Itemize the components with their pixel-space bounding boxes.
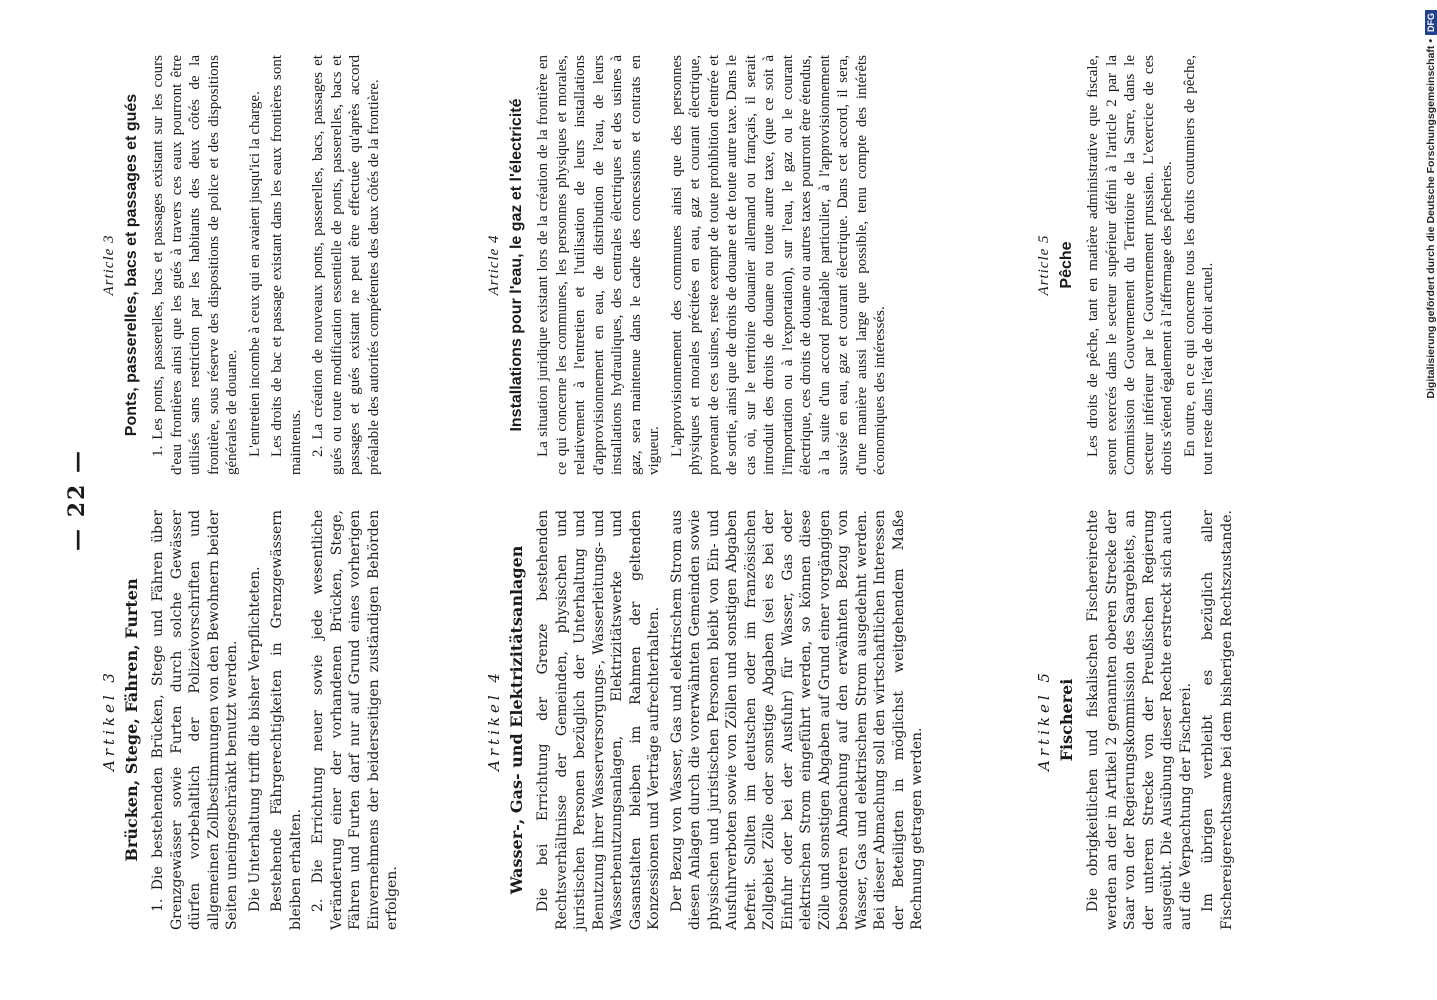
paragraph: Der Bezug von Wasser, Gas und elektrischem Strom aus diesen Anlagen durch die vorerwähnten Gemeinden sowie physischen und juristischen Personen bleibt von Ein- und Ausfuhrverboten sowie von Zöllen und sonstigen Abgaben befreit. Sollten im deutschen oder im französischen Zollgebiet Zölle oder sonstige Abgaben (sei es bei der Einfuhr oder bei der Ausfuhr) für Wasser, Gas oder elektrischen Strom eingeführt werden, so können diese Zölle und sonstigen Abgaben auf Grund einer vorgängigen besonderen Abmachung auf den erwähnten Bezug von Wasser, Gas und elektrischem Strom ausgedehnt werden. Bei dieser Abmachung soll den wirtschaftlichen Interessen der Beteiligten in möglichst weitgehendem Maße Rechnung getragen werden. [668, 510, 925, 930]
german-article-3 [100, 510, 406, 930]
german-article-5 [1035, 510, 1240, 930]
article-number: Artikel 3 [100, 669, 118, 771]
credit-text: Digitalisierung gefördert durch die Deutsche Forschungsgemeinschaft • [1425, 39, 1437, 399]
article-title: Ponts, passerelles, bacs et passages et gués [122, 93, 140, 437]
article-number: Artikel 5 [1035, 669, 1053, 771]
paragraph: L'approvisionnement des communes ainsi que des personnes physiques et morales précitées en eau, gaz et courant électrique, provenant de ces usines, reste exempt de toute prohibition d'entrée et de sortie, ainsi que de droits de douane et de toute autre taxe. Dans le cas où, sur le territoire douanier allemand ou français, il serait introduit des droits de douane ou toute autre taxe, (que ce soit à l'importation ou à l'exportation), sur l'eau, le gaz ou le courant électrique, ces droits de douane ou autres taxes pourront être étendus, à la suite d'un accord préalable particulier, à l'approvisionnement susvisé en eau, gaz et courant électrique. Dans cet accord, il sera, d'une manière aussi large que possible, tenu compte des intérêts économiques des intéressés. [668, 55, 888, 475]
french-article-3 [100, 55, 387, 475]
article-number: Article 4 [486, 234, 502, 296]
article-title: Installations pour l'eau, le gaz et l'électricité [507, 98, 525, 432]
paragraph: Die Unterhaltung trifft die bisher Verpflichteten. [246, 566, 263, 912]
paragraph: 2. Die Errichtung neuer sowie jede wesentliche Veränderung einer der vorhandenen Brücken, Stege, Fähren und Furten darf nur auf Grund eines vorherigen Einvernehmens der beiderseitigen zuständigen Behörden erfolgen. [310, 510, 400, 930]
paragraph: La situation juridique existant lors de la création de la frontière en ce qui concerne les communes, les personnes physiques et morales, relativement à l'entretien et l'utilisation de leurs installations d'approvisionnement en eau, de distribution de l'eau, de leurs installations hydrauliques, des centrales électriques et des usines à gaz, sera maintenue dans le cadre des concessions et contrats en vigueur. [535, 55, 662, 475]
paragraph: Die obrigkeitlichen und fiskalischen Fischereirechte werden an der in Artikel 2 genannten oberen Strecke der Saar von der Regierungskommission des Saargebiets, an der unteren Strecke von der Preußischen Regierung ausgeübt. Die Ausübung dieser Rechte erstreckt sich auch auf die Verpachtung der Fischerei. [1085, 510, 1194, 930]
paragraph: 1. Les ponts, passerelles, bacs et passages existant sur les cours d'eau frontières ainsi que les gués à travers ces eaux pourront être utilisés sans restriction par les habitants des deux côtés de la frontière, sous réserve des dispositions de police et des dispositions générales de douane. [150, 55, 240, 475]
article-title: Wasser-, Gas- und Elektrizitätsanlagen [506, 545, 526, 895]
paragraph: En outre, en ce qui concerne tous les droits coutumiers de pêche, tout reste dans l'état de droit actuel. [1181, 55, 1216, 475]
paragraph: 2. La création de nouveaux ponts, passerelles, bacs, passages et gués ou toute modification essentielle de ponts, passerelles, bacs et passages et gués existant ne peut être effectuée qu'après accord préalable des autorités compétentes des deux côtés de la frontière. [310, 55, 382, 475]
german-article-4 [485, 510, 931, 930]
digitization-credit [1425, 10, 1437, 430]
paragraph: Les droits de pêche, tant en matière administrative que fiscale, seront exercés dans le secteur supérieur défini à l'article 2 par la Commission de Gouvernement du Territoire de la Sarre, dans le secteur inférieur par le Gouvernement prussien. L'exercice de ces droits s'étend également à l'affermage des pêcheries. [1085, 55, 1175, 475]
article-title: Fischerei [1056, 678, 1076, 762]
french-article-4 [485, 55, 894, 475]
paragraph: Les droits de bac et passage existant dans les eaux frontières sont maintenus. [269, 55, 304, 475]
french-article-5 [1035, 55, 1222, 475]
article-title: Pêche [1057, 241, 1075, 289]
paragraph: Im übrigen verbleibt es bezüglich aller Fischereigerechtsame bei dem bisherigen Rechtszustande. [1200, 510, 1235, 930]
paragraph: L'entretien incombe à ceux qui en avaient jusqu'ici la charge. [246, 91, 263, 457]
article-title: Brücken, Stege, Fähren, Furten [121, 578, 141, 862]
article-number: Artikel 4 [485, 669, 503, 771]
article-number: Article 5 [1036, 234, 1052, 296]
paragraph: Bestehende Fährgerechtigkeiten in Grenzgewässern bleiben erhalten. [269, 510, 304, 930]
dfg-logo: DFG [1425, 10, 1437, 35]
article-number: Article 3 [101, 234, 117, 296]
paragraph: Die bei Errichtung der Grenze bestehenden Rechtsverhältnisse der Gemeinden, physischen und juristischen Personen bezüglich der Unterhaltung und Benutzung ihrer Wasserversorgungs-, Wasserleitungs- und Wasserbenutzungsanlagen, Elektrizitätswerke und Gasanstalten bleiben im Rahmen der geltenden Konzessionen und Verträge aufrechterhalten. [535, 510, 662, 930]
paragraph: 1. Die bestehenden Brücken, Stege und Fähren über Grenzgewässer sowie Furten durch solche Gewässer dürfen vorbehaltlich der Polizeivorschriften und allgemeinen Zollbestimmungen von den Bewohnern beider Seiten uneingeschränkt benutzt werden. [150, 510, 240, 930]
page-number: — 22 — [64, 449, 90, 551]
